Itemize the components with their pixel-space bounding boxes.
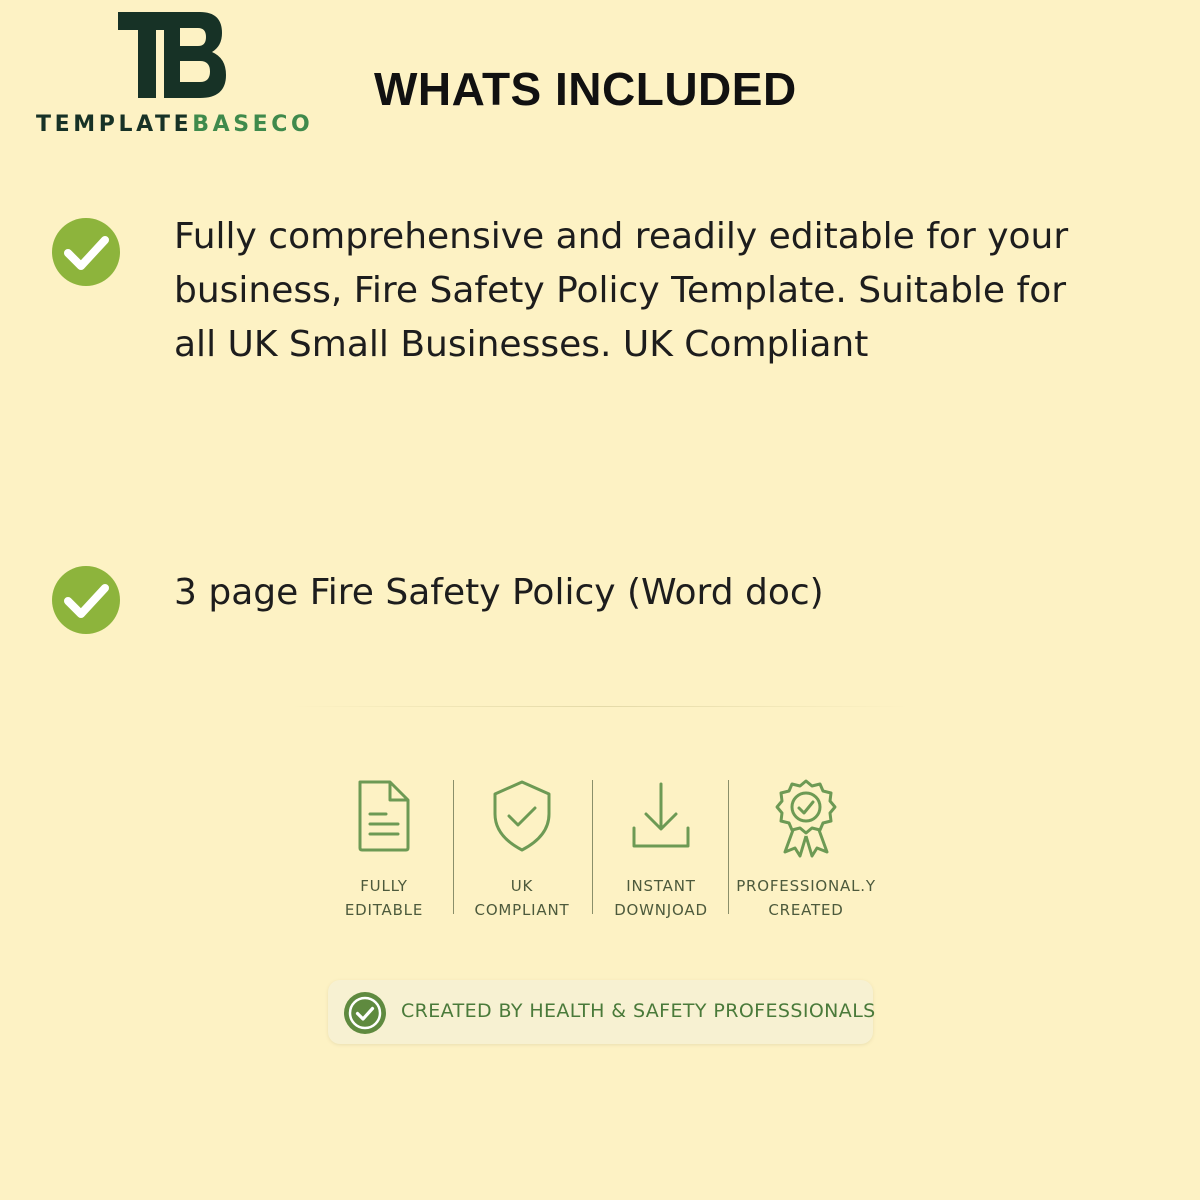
document-icon — [354, 778, 414, 854]
badge-fully-editable — [314, 778, 454, 928]
brand-name-green: BASECO — [192, 112, 314, 137]
brand-logo — [36, 10, 326, 140]
badge-label: FULLY EDITABLE — [344, 877, 424, 919]
page-title: WHATS INCLUDED — [374, 63, 797, 115]
brand-name — [36, 112, 313, 137]
badge-instant-download — [591, 778, 731, 928]
banner-text: CREATED BY HEALTH & SAFETY PROFESSIONALS — [401, 1000, 876, 1022]
check-circle-icon — [344, 992, 386, 1034]
feature-text: Fully comprehensive and readily editable for your business, Fire Safety Policy Template. Suitable for all UK Small Businesses. UK Compliant — [174, 216, 1069, 365]
brand-name-dark: TEMPLATE — [36, 112, 193, 137]
feature-text: 3 page Fire Safety Policy (Word doc) — [174, 572, 824, 613]
tb-monogram-icon — [118, 10, 228, 102]
divider — [290, 706, 910, 707]
badge-uk-compliant — [452, 778, 592, 928]
badge-separator — [453, 780, 454, 914]
badge-label: PROFESSIONAL.Y CREATED — [736, 877, 876, 919]
shield-check-icon — [489, 778, 555, 854]
professionals-banner — [328, 980, 876, 1044]
check-circle-icon — [52, 566, 120, 634]
feature-badges — [320, 778, 890, 928]
badge-label: INSTANT DOWNJOAD — [614, 877, 708, 919]
check-circle-icon — [52, 218, 120, 286]
download-icon — [628, 778, 694, 854]
badge-separator — [592, 780, 593, 914]
award-rosette-icon — [773, 778, 839, 858]
badge-label: UK COMPLIANT — [474, 877, 570, 919]
badge-separator — [728, 780, 729, 914]
badge-professionally-created — [736, 778, 876, 928]
